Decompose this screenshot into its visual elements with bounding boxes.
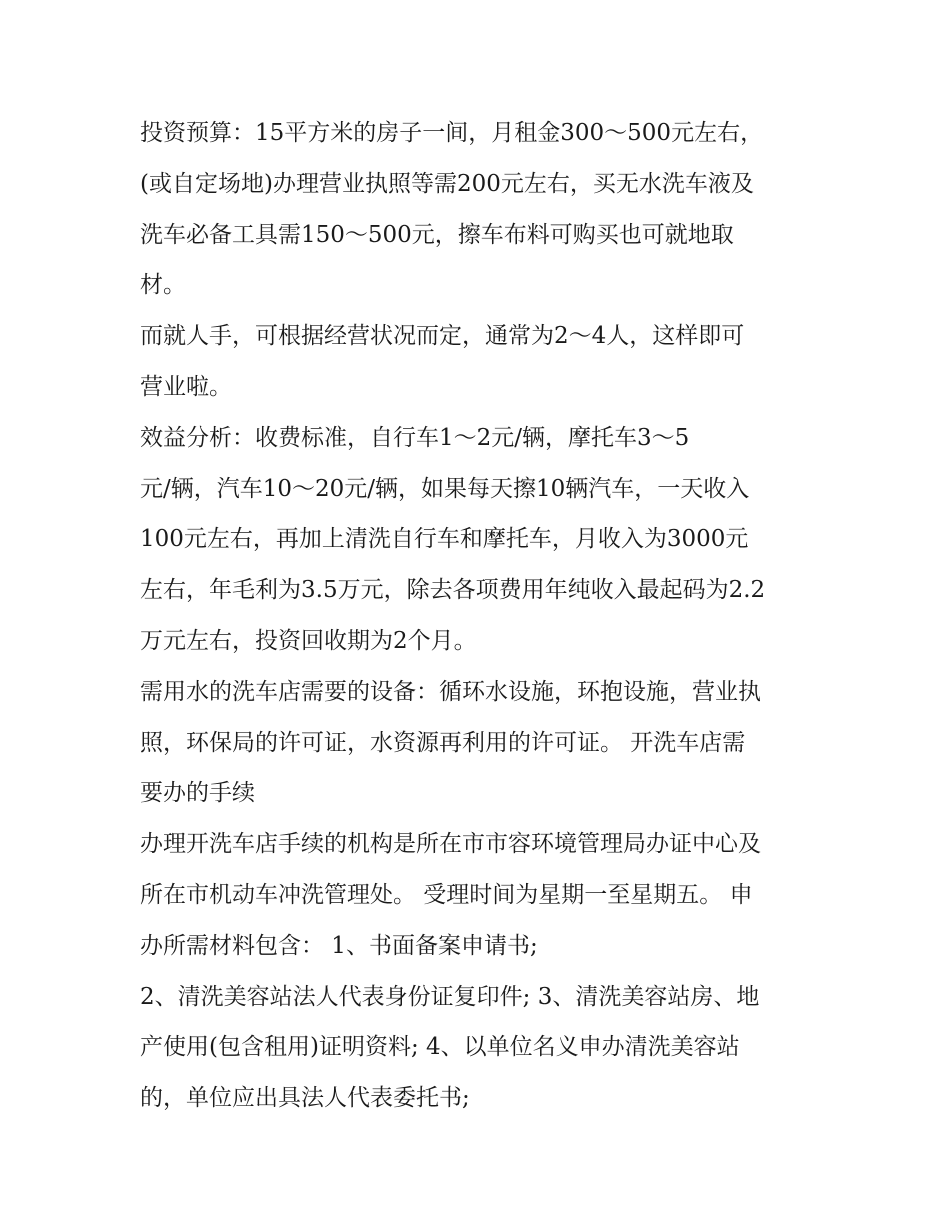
text-line: 营业啦。 bbox=[140, 373, 232, 400]
text-line: 元/辆，汽车10～20元/辆，如果每天擦10辆汽车，一天收入 bbox=[140, 475, 750, 502]
document-body bbox=[140, 108, 830, 1124]
text-line: 的，单位应出具法人代表委托书; bbox=[140, 1085, 470, 1112]
text-line: 办理开洗车店手续的机构是所在市市容环境管理局办证中心及 bbox=[140, 831, 761, 858]
text-line: (或自定场地)办理营业执照等需200元左右，买无水洗车液及 bbox=[140, 170, 754, 197]
text-line: 100元左右，再加上清洗自行车和摩托车，月收入为3000元 bbox=[140, 526, 749, 553]
text-line: 产使用(包含租用)证明资料; 4、以单位名义申办清洗美容站 bbox=[140, 1034, 740, 1061]
text-line: 而就人手，可根据经营状况而定，通常为2～4人，这样即可 bbox=[140, 323, 745, 350]
text-line: 照，环保局的许可证，水资源再利用的许可证。 开洗车店需 bbox=[140, 729, 746, 756]
text-line: 洗车必备工具需150～500元，擦车布料可购买也可就地取 bbox=[140, 221, 734, 248]
text-line: 左右，年毛利为3.5万元，除去各项费用年纯收入最起码为2.2 bbox=[140, 577, 766, 604]
text-line: 所在市机动车冲洗管理处。 受理时间为星期一至星期五。 申 bbox=[140, 881, 753, 908]
text-line: 需用水的洗车店需要的设备：循环水设施，环抱设施，营业执 bbox=[140, 678, 761, 705]
text-line: 办所需材料包含： 1、书面备案申请书; bbox=[140, 932, 538, 959]
text-line: 要办的手续 bbox=[140, 780, 255, 807]
text-line: 万元左右，投资回收期为2个月。 bbox=[140, 627, 477, 654]
text-line: 效益分析：收费标准，自行车1～2元/辆，摩托车3～5 bbox=[140, 424, 690, 451]
text-line: 材。 bbox=[140, 272, 186, 299]
text-line: 投资预算：15平方米的房子一间，月租金300～500元左右， bbox=[140, 120, 764, 146]
text-line: 2、清洗美容站法人代表身份证复印件; 3、清洗美容站房、地 bbox=[140, 983, 760, 1010]
